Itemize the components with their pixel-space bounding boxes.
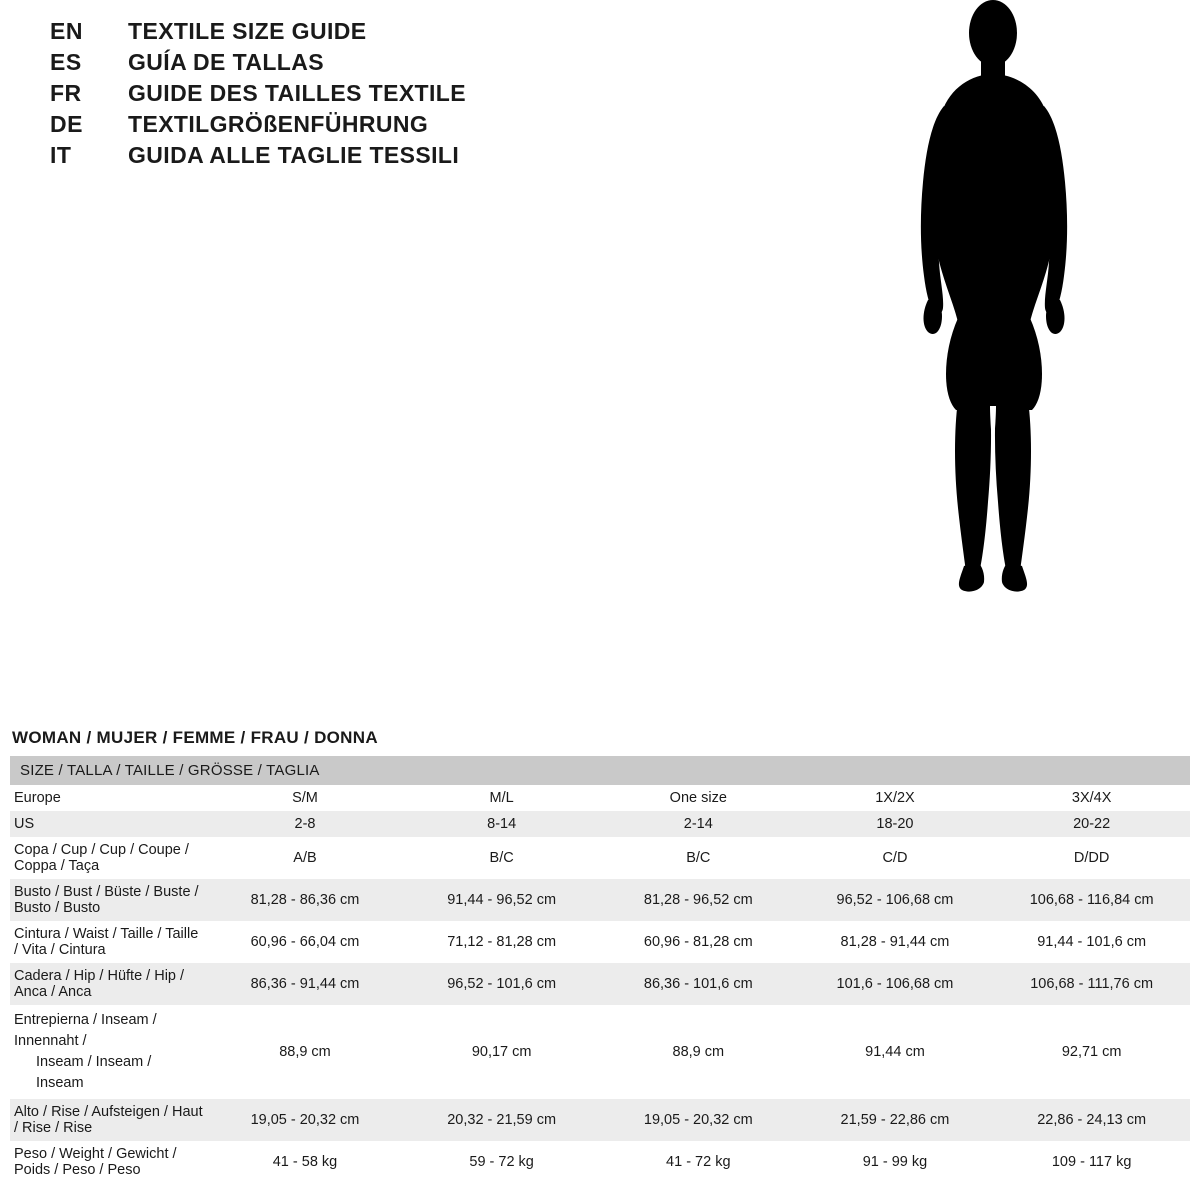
- title-language-text: TEXTILGRÖßENFÜHRUNG: [128, 111, 429, 137]
- row-value: 81,28 - 86,36 cm: [207, 879, 404, 921]
- row-value: B/C: [403, 837, 600, 879]
- row-value: 96,52 - 106,68 cm: [797, 879, 994, 921]
- row-value: 88,9 cm: [207, 1005, 404, 1099]
- row-label-line2: Inseam / Inseam / Inseam: [36, 1054, 152, 1092]
- female-body-silhouette-illustration: [880, 0, 1140, 620]
- title-row: [50, 49, 690, 76]
- row-label: Cadera / Hip / Hüfte / Hip / Anca / Anca: [10, 963, 207, 1005]
- title-language-text: GUÍA DE TALLAS: [128, 49, 324, 75]
- table-band-header-label: SIZE / TALLA / TAILLE / GRÖSSE / TAGLIA: [10, 756, 1190, 785]
- row-value: 88,9 cm: [600, 1005, 797, 1099]
- row-value: 59 - 72 kg: [403, 1141, 600, 1183]
- row-value: 90,17 cm: [403, 1005, 600, 1099]
- table-band-header-row: [10, 756, 1190, 785]
- row-value: 106,68 - 111,76 cm: [993, 963, 1190, 1005]
- title-language-code: EN: [50, 18, 83, 44]
- row-value: 19,05 - 20,32 cm: [207, 1099, 404, 1141]
- size-table: [10, 756, 1190, 1183]
- row-label-line1: Entrepierna / Inseam / Innennaht /: [14, 1012, 157, 1050]
- row-value: 86,36 - 91,44 cm: [207, 963, 404, 1005]
- table-row: [10, 1005, 1190, 1099]
- row-value: B/C: [600, 837, 797, 879]
- row-label: Cintura / Waist / Taille / Taille / Vita / Cintura: [10, 921, 207, 963]
- title-language-code: FR: [50, 80, 82, 106]
- table-row: [10, 1099, 1190, 1141]
- table-heading: WOMAN / MUJER / FEMME / FRAU / DONNA: [12, 728, 378, 747]
- row-value: One size: [600, 785, 797, 811]
- row-value: 60,96 - 81,28 cm: [600, 921, 797, 963]
- row-value: 81,28 - 96,52 cm: [600, 879, 797, 921]
- row-label: Alto / Rise / Aufsteigen / Haut / Rise / Rise: [10, 1099, 207, 1141]
- row-label: Busto / Bust / Büste / Buste / Busto / Busto: [10, 879, 207, 921]
- row-value: 101,6 - 106,68 cm: [797, 963, 994, 1005]
- row-label: Peso / Weight / Gewicht / Poids / Peso / Peso: [10, 1141, 207, 1183]
- row-value: A/B: [207, 837, 404, 879]
- row-value: 19,05 - 20,32 cm: [600, 1099, 797, 1141]
- row-value: 1X/2X: [797, 785, 994, 811]
- title-language-code: DE: [50, 111, 83, 137]
- row-value: 2-8: [207, 811, 404, 837]
- row-value: 8-14: [403, 811, 600, 837]
- row-value: 106,68 - 116,84 cm: [993, 879, 1190, 921]
- row-value: 41 - 72 kg: [600, 1141, 797, 1183]
- row-value: 91,44 - 96,52 cm: [403, 879, 600, 921]
- row-value: 60,96 - 66,04 cm: [207, 921, 404, 963]
- row-value: C/D: [797, 837, 994, 879]
- row-value: 21,59 - 22,86 cm: [797, 1099, 994, 1141]
- title-language-text: GUIDA ALLE TAGLIE TESSILI: [128, 142, 460, 168]
- title-row: [50, 18, 690, 45]
- table-row: [10, 811, 1190, 837]
- row-value: M/L: [403, 785, 600, 811]
- title-language-code: IT: [50, 142, 72, 168]
- row-value: 86,36 - 101,6 cm: [600, 963, 797, 1005]
- row-value: 91,44 - 101,6 cm: [993, 921, 1190, 963]
- row-value: 20-22: [993, 811, 1190, 837]
- row-label: Copa / Cup / Cup / Coupe / Coppa / Taça: [10, 837, 207, 879]
- table-row: [10, 879, 1190, 921]
- table-row: [10, 921, 1190, 963]
- row-label: Europe: [10, 785, 207, 811]
- row-value: 3X/4X: [993, 785, 1190, 811]
- row-value: 22,86 - 24,13 cm: [993, 1099, 1190, 1141]
- row-value: 96,52 - 101,6 cm: [403, 963, 600, 1005]
- row-value: 18-20: [797, 811, 994, 837]
- table-row: [10, 837, 1190, 879]
- table-row: [10, 1141, 1190, 1183]
- row-value: 92,71 cm: [993, 1005, 1190, 1099]
- table-row: [10, 785, 1190, 811]
- row-value: 20,32 - 21,59 cm: [403, 1099, 600, 1141]
- title-language-text: TEXTILE SIZE GUIDE: [128, 18, 367, 44]
- table-row: [10, 963, 1190, 1005]
- row-value: 41 - 58 kg: [207, 1141, 404, 1183]
- row-value: 2-14: [600, 811, 797, 837]
- title-row: [50, 111, 690, 138]
- row-value: 91,44 cm: [797, 1005, 994, 1099]
- size-table-section: [10, 728, 1190, 1183]
- size-guide-title-block: [50, 18, 690, 173]
- row-value: 71,12 - 81,28 cm: [403, 921, 600, 963]
- row-label: [10, 1005, 207, 1099]
- row-value: D/DD: [993, 837, 1190, 879]
- title-row: [50, 142, 690, 169]
- title-row: [50, 80, 690, 107]
- row-label: US: [10, 811, 207, 837]
- row-value: 109 - 117 kg: [993, 1141, 1190, 1183]
- title-language-text: GUIDE DES TAILLES TEXTILE: [128, 80, 466, 106]
- title-language-code: ES: [50, 49, 82, 75]
- row-value: S/M: [207, 785, 404, 811]
- row-value: 91 - 99 kg: [797, 1141, 994, 1183]
- row-value: 81,28 - 91,44 cm: [797, 921, 994, 963]
